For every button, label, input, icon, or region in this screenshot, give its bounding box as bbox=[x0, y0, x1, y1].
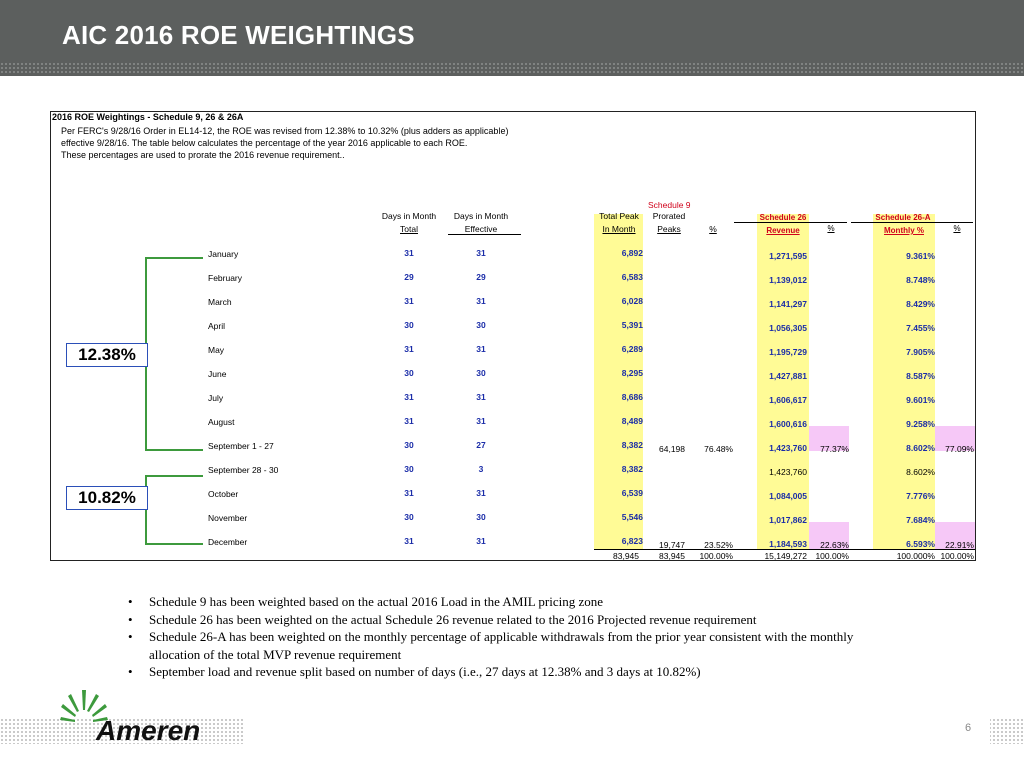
cell-effective: 31 bbox=[476, 344, 486, 354]
ameren-logo bbox=[60, 688, 210, 746]
cell-peak: 8,489 bbox=[621, 416, 643, 426]
cell-monthly: 8.748% bbox=[906, 275, 935, 285]
total-pct26: 100.00% bbox=[815, 551, 849, 561]
total-pct9: 100.00% bbox=[699, 551, 733, 561]
cell-revenue: 1,056,305 bbox=[769, 323, 807, 333]
cell-revenue: 1,139,012 bbox=[769, 275, 807, 285]
month-label: December bbox=[208, 537, 248, 547]
cell-effective: 3 bbox=[478, 464, 484, 474]
roe-callout-12-38: 12.38% bbox=[66, 343, 148, 367]
cell-revenue: 1,084,005 bbox=[769, 491, 807, 501]
cell-effective: 31 bbox=[476, 536, 486, 546]
total-prorated: 83,945 bbox=[659, 551, 685, 561]
month-label: September 1 - 27 bbox=[208, 441, 274, 451]
month-label: January bbox=[208, 249, 239, 259]
cell-total: 31 bbox=[404, 488, 414, 498]
pct26a-header: % bbox=[953, 224, 961, 233]
cell-peak: 6,028 bbox=[621, 296, 643, 306]
days-effective-subheader: Effective bbox=[464, 224, 498, 234]
days-effective-header: Days in Month bbox=[453, 211, 509, 221]
cell-effective: 30 bbox=[476, 512, 486, 522]
cell-peak: 8,686 bbox=[621, 392, 643, 402]
cell-monthly: 7.684% bbox=[906, 515, 935, 525]
cell-revenue: 1,141,297 bbox=[769, 299, 807, 309]
cell-monthly: 8.429% bbox=[906, 299, 935, 309]
totals-rule bbox=[594, 549, 975, 550]
cell-monthly: 9.258% bbox=[906, 419, 935, 429]
month-label: August bbox=[208, 417, 235, 427]
ameren-wordmark: Ameren bbox=[96, 715, 201, 746]
cell-total: 29 bbox=[404, 272, 414, 282]
cell-effective: 27 bbox=[476, 440, 486, 450]
cell-revenue: 1,427,881 bbox=[769, 371, 807, 381]
revenue-header: Revenue bbox=[766, 226, 800, 235]
month-label: April bbox=[208, 321, 226, 331]
cell-peak: 6,289 bbox=[621, 344, 643, 354]
prorated-header: Prorated bbox=[652, 211, 686, 221]
cell-total: 31 bbox=[404, 536, 414, 546]
cell-total: 31 bbox=[404, 416, 414, 426]
bracket-line bbox=[145, 475, 203, 477]
schedule9-header: Schedule 9 bbox=[648, 200, 691, 210]
cell-effective: 29 bbox=[476, 272, 486, 282]
cell-monthly: 6.593% bbox=[906, 539, 935, 549]
month-label: May bbox=[208, 345, 225, 355]
cell-peak: 6,583 bbox=[621, 272, 643, 282]
cell-pct9: 23.52% bbox=[704, 540, 733, 550]
cell-prorated: 19,747 bbox=[659, 540, 685, 550]
cell-monthly: 7.776% bbox=[906, 491, 935, 501]
cell-revenue: 1,600,616 bbox=[769, 419, 807, 429]
peak-column-highlight bbox=[594, 214, 643, 549]
cell-revenue: 1,017,862 bbox=[769, 515, 807, 525]
total-peak-header: Total Peak bbox=[599, 211, 639, 221]
schedule26-header: Schedule 26 bbox=[759, 213, 807, 222]
cell-peak: 6,539 bbox=[621, 488, 643, 498]
bullet-item: • Schedule 26-A has been weighted on the monthly percentage of applicable withdrawals from the prior year consistent with the monthly allocation of the total MVP revenue requirement bbox=[128, 628, 888, 663]
header-rule bbox=[851, 222, 973, 223]
header-dot-band bbox=[0, 62, 1024, 75]
cell-effective: 30 bbox=[476, 320, 486, 330]
cell-pct26a: 22.91% bbox=[945, 540, 974, 550]
monthly-pct-header: Monthly % bbox=[884, 226, 924, 235]
cell-monthly: 7.905% bbox=[906, 347, 935, 357]
cell-total: 31 bbox=[404, 248, 414, 258]
cell-revenue: 1,184,593 bbox=[769, 539, 807, 549]
month-label: February bbox=[208, 273, 243, 283]
cell-total: 30 bbox=[404, 320, 414, 330]
cell-peak: 8,295 bbox=[621, 368, 643, 378]
cell-peak: 8,382 bbox=[621, 464, 643, 474]
cell-total: 30 bbox=[404, 440, 414, 450]
roe-weightings-sheet bbox=[50, 111, 976, 561]
bracket-line bbox=[145, 257, 203, 259]
days-total-header: Days in Month bbox=[381, 211, 437, 221]
cell-effective: 30 bbox=[476, 368, 486, 378]
peaks-subheader: Peaks bbox=[657, 224, 681, 234]
cell-monthly: 8.587% bbox=[906, 371, 935, 381]
cell-total: 30 bbox=[404, 512, 414, 522]
cell-revenue: 1,271,595 bbox=[769, 251, 807, 261]
cell-monthly: 9.601% bbox=[906, 395, 935, 405]
month-label: March bbox=[208, 297, 232, 307]
cell-revenue: 1,195,729 bbox=[769, 347, 807, 357]
cell-total: 31 bbox=[404, 344, 414, 354]
cell-peak: 5,391 bbox=[621, 320, 643, 330]
roe-callout-10-82: 10.82% bbox=[66, 486, 148, 510]
cell-effective: 31 bbox=[476, 296, 486, 306]
pct26-header: % bbox=[827, 224, 835, 233]
bullet-item: • September load and revenue split based on number of days (i.e., 27 days at 12.38% and 3 days at 10.82%) bbox=[128, 663, 888, 681]
footer-gap bbox=[245, 716, 990, 746]
cell-total: 30 bbox=[404, 464, 414, 474]
bullet-list bbox=[128, 593, 888, 681]
total-revenue: 15,149,272 bbox=[764, 551, 807, 561]
cell-peak: 5,546 bbox=[621, 512, 643, 522]
cell-total: 31 bbox=[404, 392, 414, 402]
bracket-line bbox=[145, 543, 203, 545]
cell-revenue: 1,606,617 bbox=[769, 395, 807, 405]
cell-total: 30 bbox=[404, 368, 414, 378]
sheet-description-line: effective 9/28/16. The table below calculates the percentage of the year 2016 applicable to each ROE. bbox=[61, 138, 468, 148]
cell-effective: 31 bbox=[476, 392, 486, 402]
month-label: November bbox=[208, 513, 248, 523]
page-title: AIC 2016 ROE WEIGHTINGS bbox=[62, 20, 415, 50]
total-peak: 83,945 bbox=[613, 551, 639, 561]
cell-pct26: 77.37% bbox=[820, 444, 849, 454]
in-month-subheader: In Month bbox=[602, 224, 636, 234]
cell-revenue: 1,423,760 bbox=[769, 467, 807, 477]
cell-effective: 31 bbox=[476, 248, 486, 258]
cell-effective: 31 bbox=[476, 488, 486, 498]
cell-monthly: 8.602% bbox=[906, 443, 935, 453]
cell-prorated: 64,198 bbox=[659, 444, 685, 454]
cell-revenue: 1,423,760 bbox=[769, 443, 807, 453]
header-rule bbox=[448, 234, 521, 235]
sheet-title: 2016 ROE Weightings - Schedule 9, 26 & 26A bbox=[52, 112, 244, 122]
total-monthly: 100.000% bbox=[896, 551, 935, 561]
cell-monthly: 8.602% bbox=[906, 467, 935, 477]
page-number: 6 bbox=[965, 722, 972, 734]
month-label: September 28 - 30 bbox=[208, 465, 279, 475]
header-rule bbox=[734, 222, 847, 223]
month-label: July bbox=[208, 393, 224, 403]
cell-pct26a: 77.09% bbox=[945, 444, 974, 454]
schedule26a-header: Schedule 26-A bbox=[875, 213, 931, 222]
sheet-description-line: These percentages are used to prorate the 2016 revenue requirement.. bbox=[61, 150, 345, 160]
cell-pct26: 22.63% bbox=[820, 540, 849, 550]
bullet-item: • Schedule 9 has been weighted based on the actual 2016 Load in the AMIL pricing zone bbox=[128, 593, 888, 611]
cell-peak: 8,382 bbox=[621, 440, 643, 450]
cell-monthly: 9.361% bbox=[906, 251, 935, 261]
cell-monthly: 7.455% bbox=[906, 323, 935, 333]
cell-effective: 31 bbox=[476, 416, 486, 426]
sheet-description-line: Per FERC's 9/28/16 Order in EL14-12, the ROE was revised from 12.38% to 10.32% (plus adders as applicable) bbox=[61, 126, 509, 136]
bullet-item: • Schedule 26 has been weighted on the actual Schedule 26 revenue related to the 2016 Projected revenue requirement bbox=[128, 611, 888, 629]
cell-pct9: 76.48% bbox=[704, 444, 733, 454]
bracket-line bbox=[145, 449, 203, 451]
cell-total: 31 bbox=[404, 296, 414, 306]
month-label: June bbox=[208, 369, 227, 379]
cell-peak: 6,892 bbox=[621, 248, 643, 258]
pct9-header: % bbox=[709, 224, 717, 234]
cell-peak: 6,823 bbox=[621, 536, 643, 546]
month-label: October bbox=[208, 489, 239, 499]
total-pct26a: 100.00% bbox=[940, 551, 974, 561]
days-total-subheader: Total bbox=[400, 224, 418, 234]
